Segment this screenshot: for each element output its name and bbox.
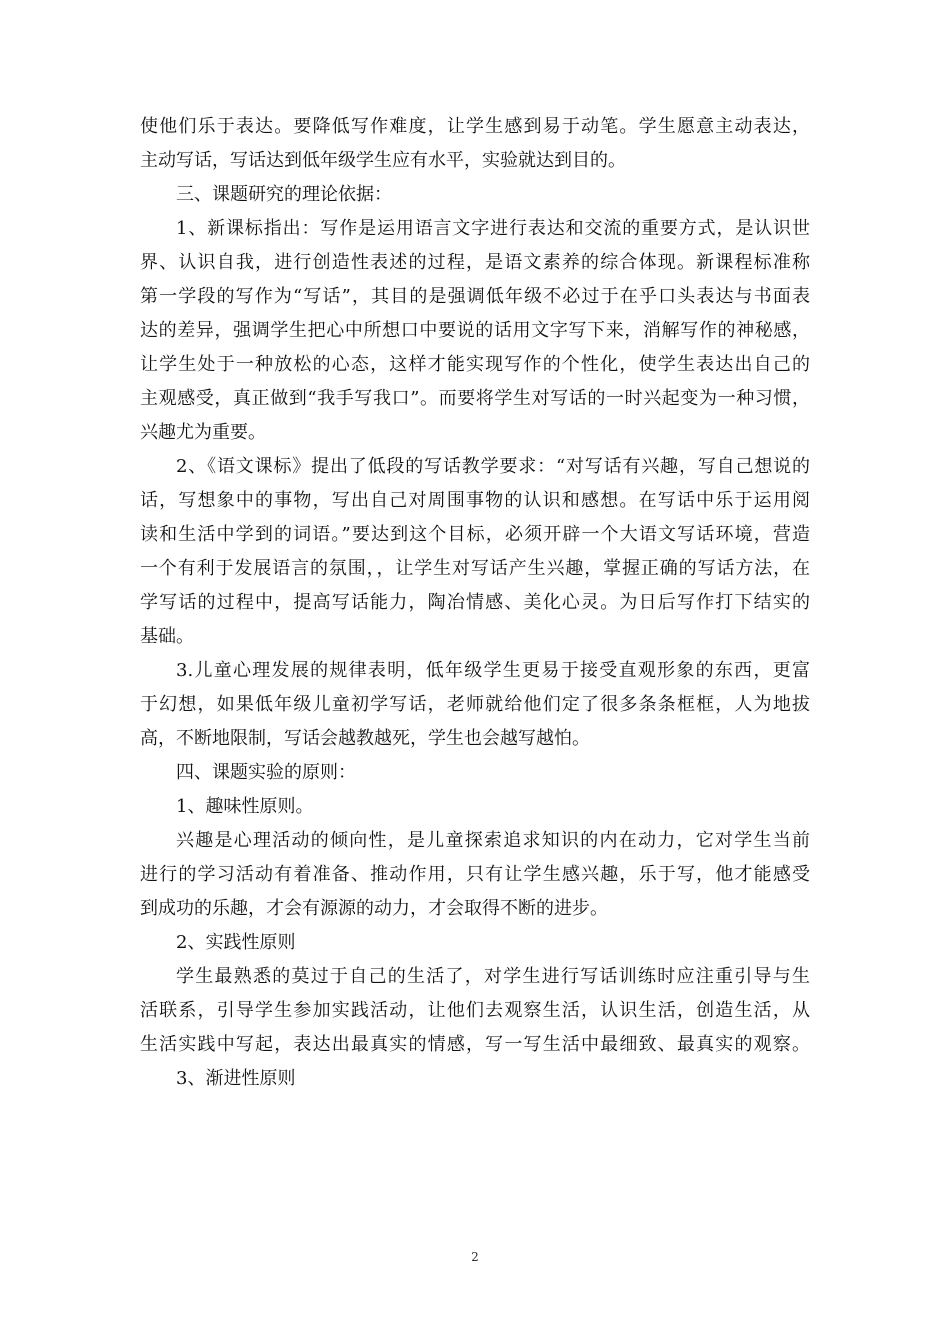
text-line: 1、趣味性原则。 bbox=[176, 796, 314, 817]
text-line: 活联系，引导学生参加实践活动，让他们去观察生活，认识生活，创造生活，从 bbox=[140, 1000, 810, 1021]
text-line: 主观感受，真正做到“我手写我口”。而要将学生对写话的一时兴起变为一种习惯， bbox=[140, 388, 810, 409]
text-line: 兴趣是心理活动的倾向性，是儿童探索追求知识的内在动力，它对学生当前 bbox=[176, 830, 810, 851]
text-line: 使他们乐于表达。要降低写作难度，让学生感到易于动笔。学生愿意主动表达， bbox=[140, 116, 810, 137]
text-line: 于幻想，如果低年级儿童初学写话，老师就给他们定了很多条条框框，人为地拔 bbox=[140, 694, 810, 715]
text-line: 话，写想象中的事物，写出自己对周围事物的认识和感想。在写话中乐于运用阅 bbox=[140, 490, 810, 511]
page-number: 2 bbox=[471, 1250, 479, 1264]
text-line: 3、渐进性原则 bbox=[176, 1068, 296, 1089]
text-line: 进行的学习活动有着准备、推动作用，只有让学生感兴趣，乐于写，他才能感受 bbox=[140, 864, 810, 885]
text-line: 四、课题实验的原则： bbox=[176, 762, 356, 783]
text-line: 2、实践性原则 bbox=[176, 932, 296, 953]
text-line: 学生最熟悉的莫过于自己的生活了，对学生进行写话训练时应注重引导与生 bbox=[176, 966, 810, 987]
text-line: 让学生处于一种放松的心态，这样才能实现写作的个性化，使学生表达出自己的 bbox=[140, 354, 810, 375]
text-line: 3.儿童心理发展的规律表明，低年级学生更易于接受直观形象的东西，更富 bbox=[176, 660, 810, 681]
text-line: 第一学段的写作为“写话”，其目的是强调低年级不必过于在乎口头表达与书面表 bbox=[140, 286, 810, 307]
text-line: 1、新课标指出：写作是运用语言文字进行表达和交流的重要方式，是认识世 bbox=[176, 218, 810, 239]
text-line: 基础。 bbox=[140, 626, 194, 647]
text-line: 兴趣尤为重要。 bbox=[140, 422, 266, 443]
text-line: 2、《语文课标》提出了低段的写话教学要求：“对写话有兴趣，写自己想说的 bbox=[176, 456, 810, 477]
text-line: 界、认识自我，进行创造性表述的过程，是语文素养的综合体现。新课程标准称 bbox=[140, 252, 810, 273]
text-line: 主动写话，写话达到低年级学生应有水平，实验就达到目的。 bbox=[140, 150, 626, 171]
text-line: 三、课题研究的理论依据： bbox=[176, 184, 392, 205]
text-line: 高，不断地限制，写话会越教越死，学生也会越写越怕。 bbox=[140, 728, 590, 749]
text-line: 一个有利于发展语言的氛围，，让学生对写话产生兴趣，掌握正确的写话方法，在 bbox=[140, 558, 810, 579]
text-line: 到成功的乐趣，才会有源源的动力，才会取得不断的进步。 bbox=[140, 898, 608, 919]
document-page bbox=[140, 110, 810, 1096]
text-line: 读和生活中学到的词语。”要达到这个目标，必须开辟一个大语文写话环境，营造 bbox=[140, 524, 810, 545]
text-line: 生活实践中写起，表达出最真实的情感，写一写生活中最细致、最真实的观察。 bbox=[140, 1034, 810, 1055]
text-line: 学写话的过程中，提高写话能力，陶冶情感、美化心灵。为日后写作打下结实的 bbox=[140, 592, 810, 613]
text-line: 达的差异，强调学生把心中所想口中要说的话用文字写下来，消解写作的神秘感， bbox=[140, 320, 810, 341]
